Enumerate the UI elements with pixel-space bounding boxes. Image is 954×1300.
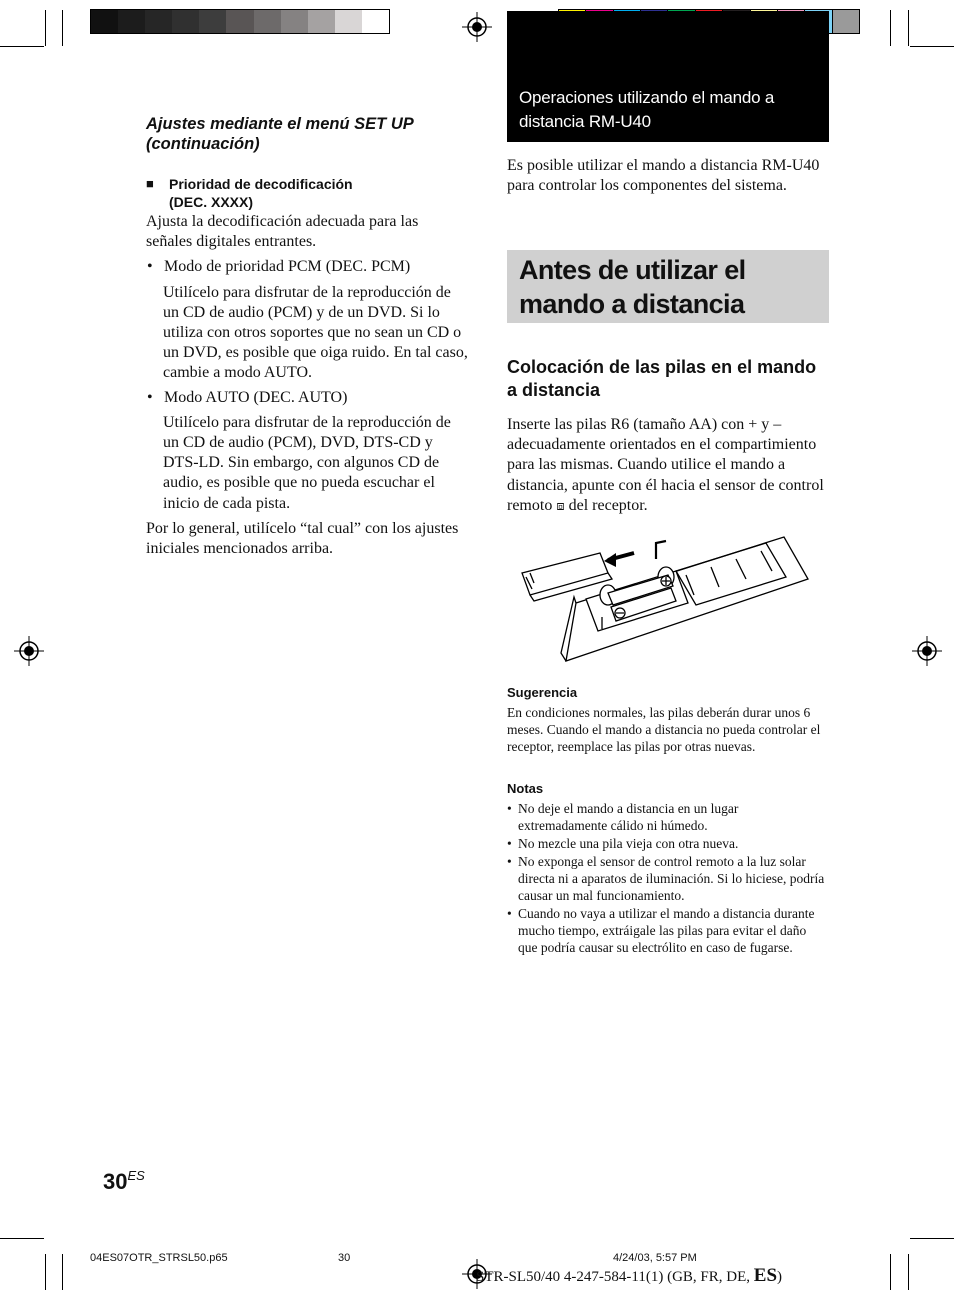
crop-mark bbox=[890, 10, 891, 46]
square-bullet-icon: ■ bbox=[146, 176, 154, 191]
list-item bbox=[507, 906, 829, 956]
model-lang: ES bbox=[753, 1265, 778, 1286]
subsection-title: Colocación de las pilas en el mando a distancia bbox=[507, 357, 817, 400]
model-line bbox=[476, 1265, 782, 1287]
footer-page: 30 bbox=[338, 1252, 351, 1264]
closing-paragraph: Por lo general, utilícelo “tal cual” con los ajustes iniciales mencionados arriba. bbox=[146, 519, 459, 558]
subheading-line-1: Prioridad de decodificación bbox=[169, 176, 353, 192]
arrow-left-icon bbox=[604, 553, 634, 567]
left-column bbox=[146, 114, 468, 559]
notes-heading: Notas bbox=[507, 781, 544, 796]
list-item bbox=[507, 854, 829, 904]
bullet-icon: • bbox=[507, 801, 512, 816]
list-item-detail: Utilícelo para disfrutar de la reproducción de un CD de audio (PCM), DVD, DTS-CD y DTS-LD. Sin embargo, con algunos CD de audio, es posible que no pueda escuchar el inicio de cada pista. bbox=[163, 413, 451, 512]
crop-mark bbox=[45, 10, 46, 46]
footer-timestamp: 4/24/03, 5:57 PM bbox=[613, 1252, 697, 1264]
crop-mark bbox=[0, 1238, 44, 1239]
remote-battery-illustration bbox=[516, 533, 816, 663]
page-number-value: 30 bbox=[103, 1169, 128, 1194]
gray-swatch bbox=[199, 10, 226, 33]
color-swatch bbox=[833, 10, 859, 33]
crop-mark bbox=[908, 1254, 909, 1290]
page-number bbox=[103, 1168, 145, 1195]
bullet-icon: • bbox=[507, 854, 512, 870]
model-text: STR-SL50/40 4-247-584-11(1) (GB, FR, DE, bbox=[476, 1269, 754, 1285]
list-item-label: Modo de prioridad PCM (DEC. PCM) bbox=[164, 258, 411, 276]
gray-swatch bbox=[172, 10, 199, 33]
insert-direction-icon bbox=[656, 541, 666, 559]
crop-mark bbox=[45, 1254, 46, 1290]
tip-text: En condiciones normales, las pilas deberán durar unos 6 meses. Cuando el mando a distancia no pueda controlar el receptor, reemplace las pilas por otras nuevas. bbox=[507, 705, 821, 754]
page-language-suffix: ES bbox=[127, 1168, 145, 1183]
gray-swatch bbox=[362, 10, 389, 33]
battery-cover-icon bbox=[522, 553, 612, 601]
gray-swatch bbox=[118, 10, 145, 33]
crop-mark bbox=[908, 10, 909, 46]
gray-swatch bbox=[254, 10, 281, 33]
page-title-box bbox=[507, 250, 829, 323]
gray-swatch bbox=[145, 10, 172, 33]
subheading-line-2: (DEC. XXXX) bbox=[169, 194, 254, 210]
crop-mark bbox=[62, 10, 63, 46]
intro-paragraph-right: Es posible utilizar el mando a distancia RM-U40 para controlar los componentes del sistema. bbox=[507, 157, 820, 195]
bullet-icon: • bbox=[507, 836, 512, 852]
section-header bbox=[507, 11, 829, 142]
section-header-label: Operaciones utilizando el mando a distancia RM-U40 bbox=[519, 88, 775, 131]
list-item bbox=[146, 388, 468, 408]
page-title: Antes de utilizar el mando a distancia bbox=[519, 255, 746, 319]
note-text: No deje el mando a distancia en un lugar extremadamente cálido ni húmedo. bbox=[518, 801, 739, 833]
instructions-paragraph bbox=[507, 415, 829, 517]
registration-target-icon bbox=[912, 636, 942, 666]
gray-swatch bbox=[335, 10, 362, 33]
crop-mark bbox=[910, 46, 954, 47]
grayscale-calibration-bar bbox=[90, 9, 390, 34]
intro-paragraph: Ajusta la decodificación adecuada para las señales digitales entrantes. bbox=[146, 213, 419, 251]
list-item bbox=[146, 257, 468, 277]
note-text: No mezcle una pila vieja con otra nueva. bbox=[518, 836, 739, 852]
notes-list bbox=[507, 801, 829, 958]
gray-swatch bbox=[91, 10, 118, 33]
instructions-text: Inserte las pilas R6 (tamaño AA) con + y – adecuadamente orientados en el compartimiento para las mismas. Cuando utilice el mando a distancia, apunte con él hacia el sensor de control remoto bbox=[507, 416, 824, 514]
gray-swatch bbox=[226, 10, 253, 33]
list-item bbox=[507, 836, 829, 853]
note-text: Cuando no vaya a utilizar el mando a distancia durante mucho tiempo, extráigale las pilas para evitar el daño que podría causar su electrólito en caso de fugarse. bbox=[518, 906, 815, 955]
crop-mark bbox=[910, 1238, 954, 1239]
list-item bbox=[507, 801, 829, 835]
list-item-label: Modo AUTO (DEC. AUTO) bbox=[164, 388, 348, 406]
note-text: No exponga el sensor de control remoto a la luz solar directa ni a aparatos de iluminación. Si lo hiciese, podría causar un mal funcionamiento. bbox=[518, 854, 825, 903]
bullet-icon: • bbox=[507, 906, 512, 922]
subheading bbox=[146, 175, 468, 211]
instructions-text-end: del receptor. bbox=[568, 496, 648, 514]
crop-mark bbox=[62, 1254, 63, 1290]
gray-swatch bbox=[281, 10, 308, 33]
section-title: Ajustes mediante el menú SET UP (continuación) bbox=[146, 115, 414, 153]
bullet-icon: • bbox=[147, 258, 153, 276]
registration-target-icon bbox=[14, 636, 44, 666]
model-close: ) bbox=[777, 1269, 783, 1285]
registration-target-icon bbox=[462, 12, 492, 42]
gray-swatch bbox=[308, 10, 335, 33]
crop-mark bbox=[890, 1254, 891, 1290]
footer-filename: 04ES07OTR_STRSL50.p65 bbox=[90, 1252, 228, 1264]
bullet-icon: • bbox=[147, 388, 153, 406]
crop-mark bbox=[0, 46, 44, 47]
remote-sensor-icon: ⧈ bbox=[556, 498, 565, 514]
tip-heading: Sugerencia bbox=[507, 685, 578, 700]
list-item-detail: Utilícelo para disfrutar de la reproducción de un CD de audio (PCM) y de un DVD. Si lo utiliza con otros soportes que no sean un CD o un DVD, es posible que oiga ruido. En tal caso, cambie a modo AUTO. bbox=[163, 283, 468, 382]
